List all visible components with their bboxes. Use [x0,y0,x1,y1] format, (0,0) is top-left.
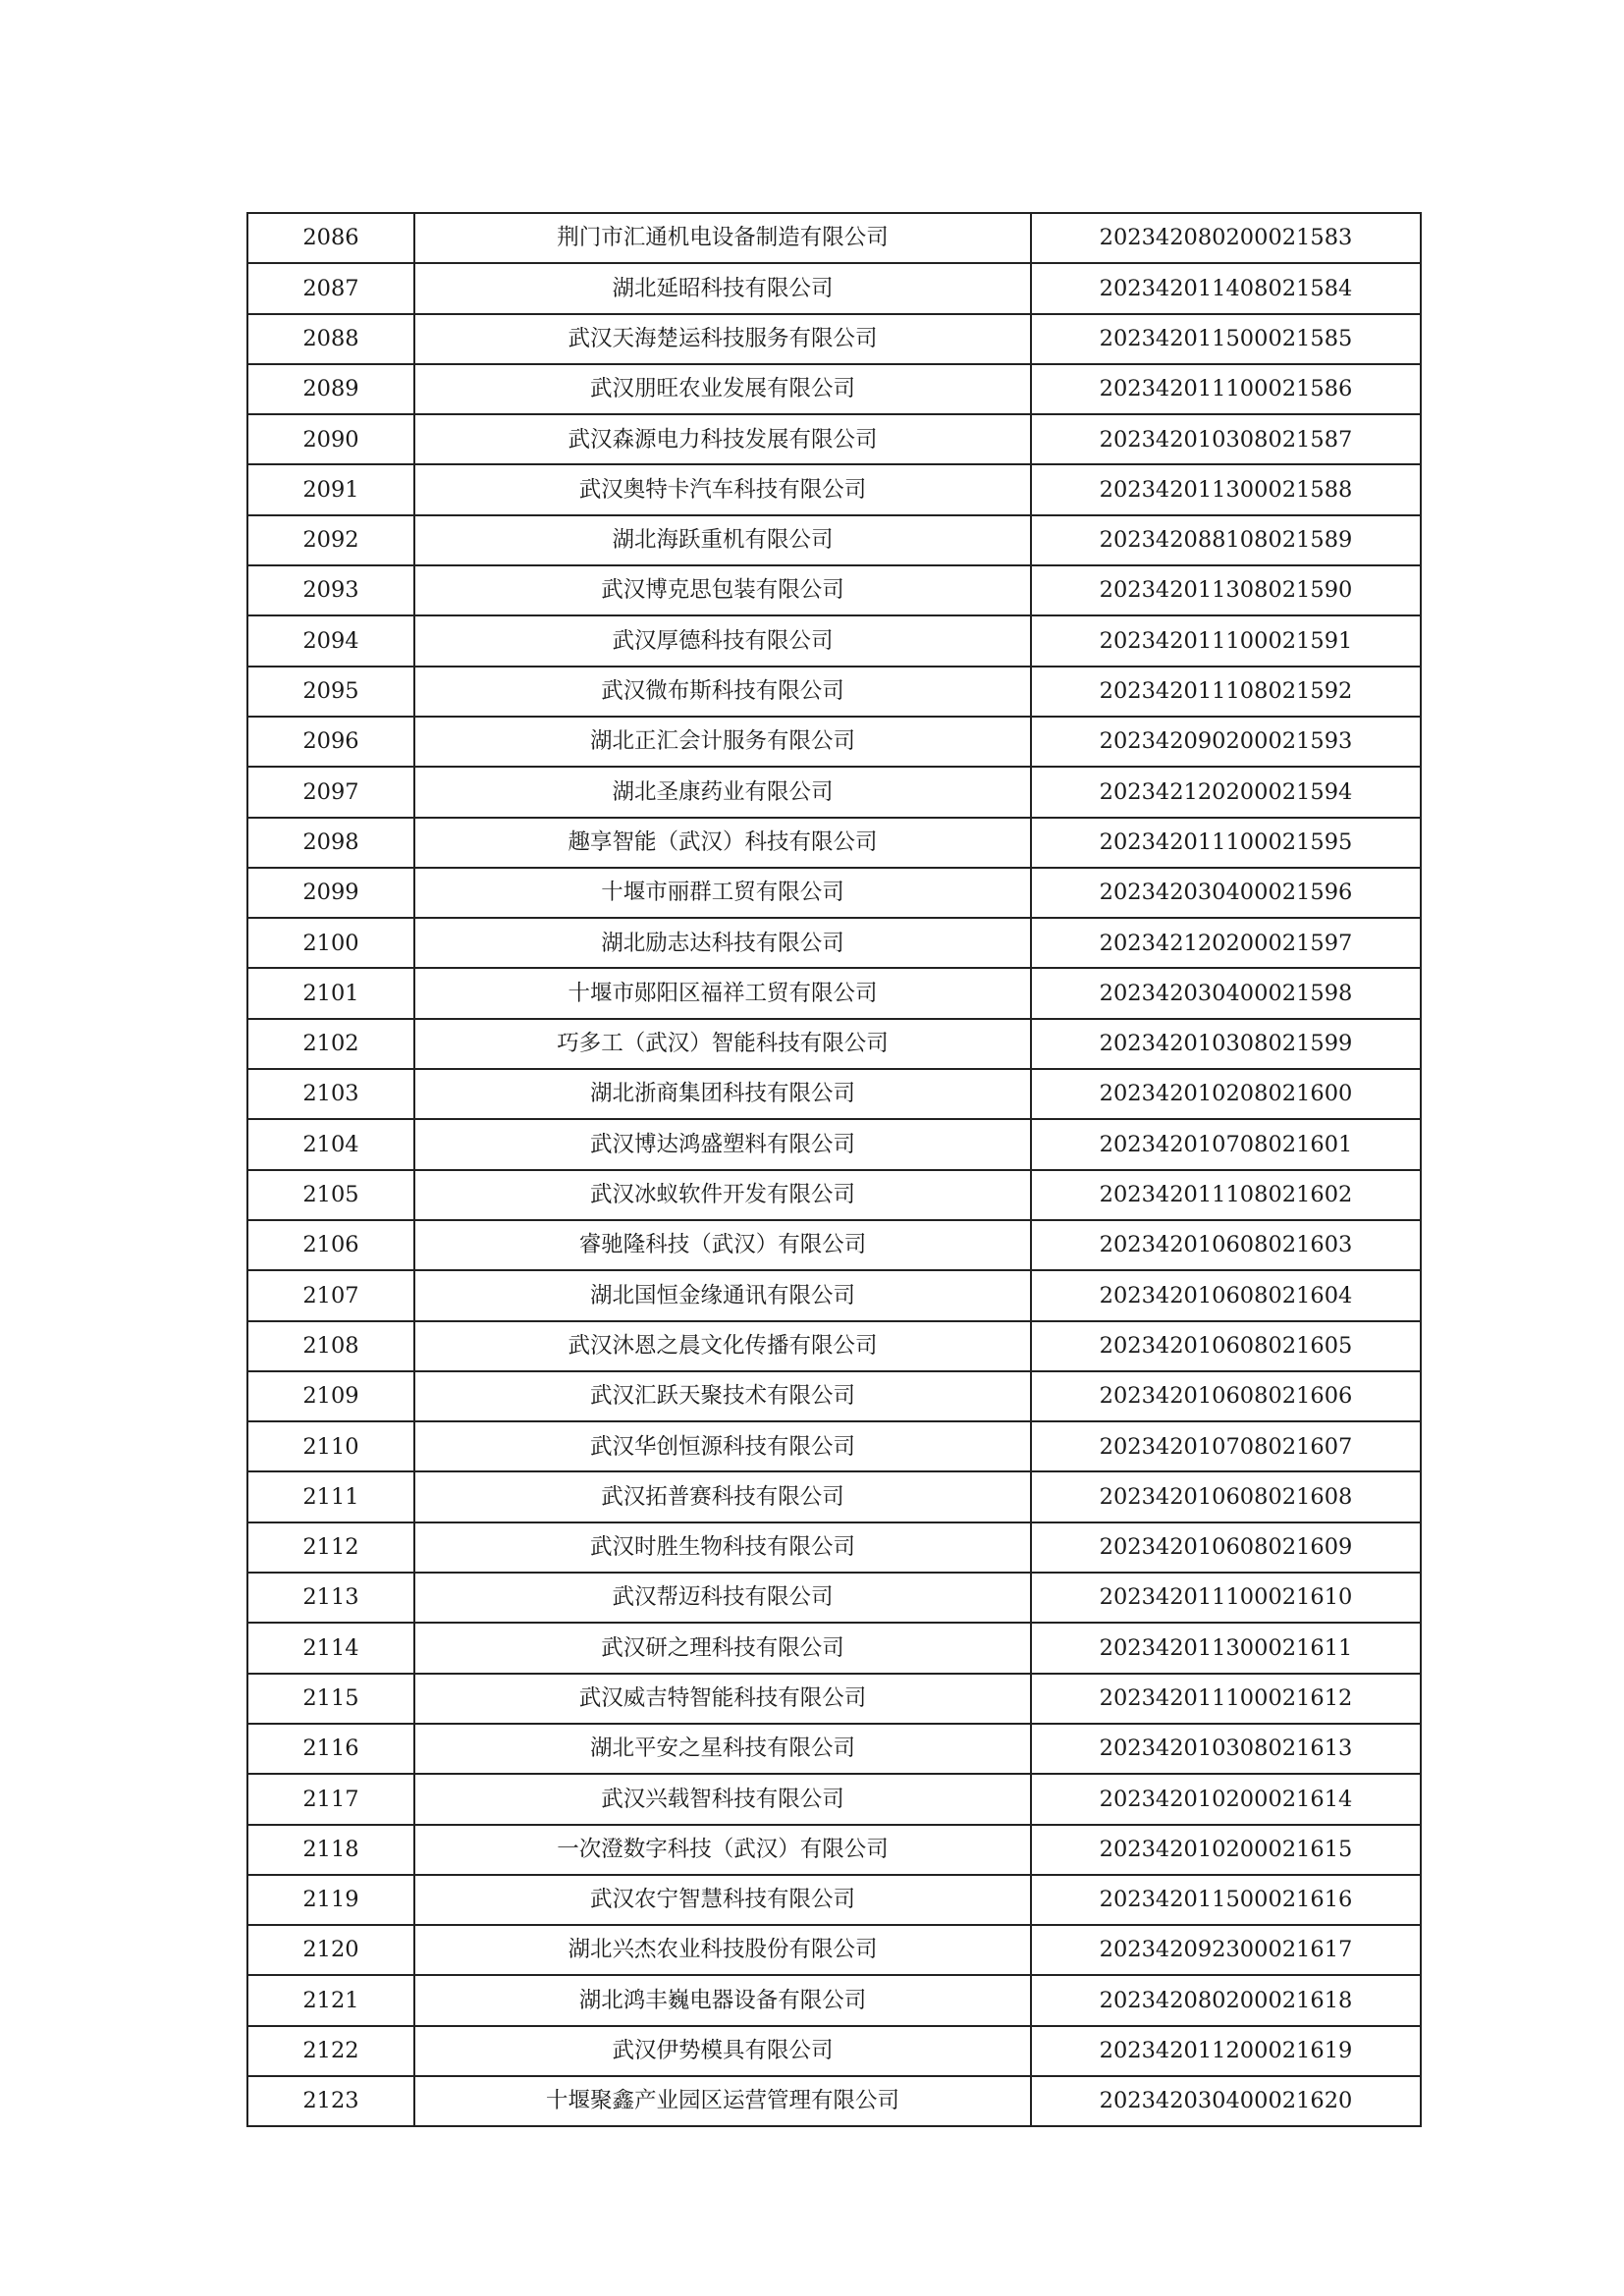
table-row [247,263,1421,313]
registration-code-cell: 202342030400021620 [1031,2076,1421,2126]
row-number-cell: 2096 [247,717,414,767]
table-row [247,1975,1421,2025]
table-row [247,464,1421,514]
row-number-cell: 2087 [247,263,414,313]
table-row [247,1069,1421,1119]
registration-code-cell: 202342011100021586 [1031,364,1421,414]
registration-code-cell: 202342080200021583 [1031,213,1421,263]
company-name-cell: 武汉威吉特智能科技有限公司 [414,1674,1031,1724]
table-row [247,565,1421,615]
company-name-cell: 武汉微布斯科技有限公司 [414,667,1031,717]
registration-code-cell: 202342010708021607 [1031,1421,1421,1471]
company-name-cell: 武汉时胜生物科技有限公司 [414,1522,1031,1573]
registration-code-cell: 202342011100021595 [1031,818,1421,868]
table-row [247,968,1421,1018]
table-row [247,1724,1421,1774]
table-row [247,767,1421,817]
table-row [247,1925,1421,1975]
company-name-cell: 趣享智能（武汉）科技有限公司 [414,818,1031,868]
row-number-cell: 2108 [247,1321,414,1371]
company-name-cell: 湖北延昭科技有限公司 [414,263,1031,313]
table-row [247,1421,1421,1471]
row-number-cell: 2091 [247,464,414,514]
registration-code-cell: 202342088108021589 [1031,515,1421,565]
row-number-cell: 2102 [247,1019,414,1069]
row-number-cell: 2115 [247,1674,414,1724]
table-row [247,1119,1421,1169]
table-row [247,213,1421,263]
row-number-cell: 2121 [247,1975,414,2025]
company-name-cell: 武汉帮迈科技有限公司 [414,1573,1031,1623]
registration-code-cell: 202342010608021608 [1031,1471,1421,1522]
registration-code-cell: 202342010608021609 [1031,1522,1421,1573]
table-row [247,364,1421,414]
row-number-cell: 2090 [247,414,414,464]
table-row [247,918,1421,968]
registration-code-cell: 202342010608021605 [1031,1321,1421,1371]
registration-code-cell: 202342011500021585 [1031,314,1421,364]
row-number-cell: 2097 [247,767,414,817]
row-number-cell: 2094 [247,615,414,666]
registration-code-cell: 202342011108021602 [1031,1170,1421,1220]
row-number-cell: 2104 [247,1119,414,1169]
registration-code-cell: 202342010200021615 [1031,1825,1421,1875]
registration-code-cell: 202342011108021592 [1031,667,1421,717]
registration-code-cell: 202342010708021601 [1031,1119,1421,1169]
row-number-cell: 2103 [247,1069,414,1119]
company-name-cell: 武汉华创恒源科技有限公司 [414,1421,1031,1471]
company-name-cell: 湖北正汇会计服务有限公司 [414,717,1031,767]
table-row [247,515,1421,565]
table-row [247,1019,1421,1069]
row-number-cell: 2110 [247,1421,414,1471]
registration-code-cell: 202342010608021606 [1031,1371,1421,1421]
table-row [247,314,1421,364]
row-number-cell: 2113 [247,1573,414,1623]
company-name-cell: 十堰聚鑫产业园区运营管理有限公司 [414,2076,1031,2126]
registration-code-cell: 202342010308021587 [1031,414,1421,464]
table-row [247,667,1421,717]
registration-code-cell: 202342011500021616 [1031,1875,1421,1925]
row-number-cell: 2101 [247,968,414,1018]
company-name-cell: 湖北国恒金缘通讯有限公司 [414,1270,1031,1320]
table-row [247,1674,1421,1724]
company-name-cell: 武汉兴载智科技有限公司 [414,1774,1031,1824]
company-name-cell: 武汉伊势模具有限公司 [414,2026,1031,2076]
row-number-cell: 2122 [247,2026,414,2076]
row-number-cell: 2089 [247,364,414,414]
company-name-cell: 一次澄数字科技（武汉）有限公司 [414,1825,1031,1875]
registration-code-cell: 202342030400021598 [1031,968,1421,1018]
company-name-cell: 十堰市丽群工贸有限公司 [414,868,1031,918]
company-name-cell: 湖北兴杰农业科技股份有限公司 [414,1925,1031,1975]
registration-code-cell: 202342011100021610 [1031,1573,1421,1623]
registration-code-cell: 202342030400021596 [1031,868,1421,918]
row-number-cell: 2109 [247,1371,414,1421]
registration-code-cell: 202342011100021612 [1031,1674,1421,1724]
company-name-cell: 荆门市汇通机电设备制造有限公司 [414,213,1031,263]
company-name-cell: 湖北浙商集团科技有限公司 [414,1069,1031,1119]
row-number-cell: 2114 [247,1623,414,1673]
company-name-cell: 武汉农宁智慧科技有限公司 [414,1875,1031,1925]
row-number-cell: 2093 [247,565,414,615]
table-row [247,1623,1421,1673]
row-number-cell: 2111 [247,1471,414,1522]
company-name-cell: 十堰市郧阳区福祥工贸有限公司 [414,968,1031,1018]
row-number-cell: 2116 [247,1724,414,1774]
table-row [247,717,1421,767]
row-number-cell: 2106 [247,1220,414,1270]
registration-code-cell: 202342120200021594 [1031,767,1421,817]
registration-code-cell: 202342010200021614 [1031,1774,1421,1824]
registration-code-cell: 202342011100021591 [1031,615,1421,666]
row-number-cell: 2123 [247,2076,414,2126]
registration-code-cell: 202342011308021590 [1031,565,1421,615]
company-name-cell: 武汉朋旺农业发展有限公司 [414,364,1031,414]
row-number-cell: 2092 [247,515,414,565]
company-name-cell: 武汉天海楚运科技服务有限公司 [414,314,1031,364]
row-number-cell: 2095 [247,667,414,717]
table-row [247,1522,1421,1573]
company-name-cell: 武汉博达鸿盛塑料有限公司 [414,1119,1031,1169]
row-number-cell: 2107 [247,1270,414,1320]
company-name-cell: 湖北海跃重机有限公司 [414,515,1031,565]
company-name-cell: 巧多工（武汉）智能科技有限公司 [414,1019,1031,1069]
row-number-cell: 2119 [247,1875,414,1925]
company-name-cell: 武汉博克思包装有限公司 [414,565,1031,615]
row-number-cell: 2098 [247,818,414,868]
table-row [247,1270,1421,1320]
registration-code-cell: 202342011200021619 [1031,2026,1421,2076]
row-number-cell: 2086 [247,213,414,263]
table-row [247,1321,1421,1371]
row-number-cell: 2117 [247,1774,414,1824]
row-number-cell: 2099 [247,868,414,918]
company-name-cell: 湖北平安之星科技有限公司 [414,1724,1031,1774]
registration-code-cell: 202342011300021588 [1031,464,1421,514]
table-row [247,2076,1421,2126]
company-name-cell: 湖北圣康药业有限公司 [414,767,1031,817]
table-row [247,615,1421,666]
registration-code-cell: 202342090200021593 [1031,717,1421,767]
registration-code-cell: 202342010308021599 [1031,1019,1421,1069]
table-row [247,868,1421,918]
company-name-cell: 湖北鸿丰巍电器设备有限公司 [414,1975,1031,2025]
table-row [247,2026,1421,2076]
registration-code-cell: 202342010308021613 [1031,1724,1421,1774]
row-number-cell: 2088 [247,314,414,364]
company-name-cell: 武汉研之理科技有限公司 [414,1623,1031,1673]
registration-code-cell: 202342080200021618 [1031,1975,1421,2025]
registry-table-body [247,213,1421,2126]
company-name-cell: 武汉森源电力科技发展有限公司 [414,414,1031,464]
table-row [247,1170,1421,1220]
table-row [247,1875,1421,1925]
row-number-cell: 2105 [247,1170,414,1220]
registration-code-cell: 202342010608021603 [1031,1220,1421,1270]
table-row [247,414,1421,464]
table-row [247,1220,1421,1270]
company-name-cell: 武汉冰蚁软件开发有限公司 [414,1170,1031,1220]
company-name-cell: 武汉汇跃天聚技术有限公司 [414,1371,1031,1421]
company-name-cell: 武汉奥特卡汽车科技有限公司 [414,464,1031,514]
company-name-cell: 睿驰隆科技（武汉）有限公司 [414,1220,1031,1270]
table-row [247,1371,1421,1421]
registration-code-cell: 202342011300021611 [1031,1623,1421,1673]
company-registry-table [246,212,1422,2127]
registration-code-cell: 202342010608021604 [1031,1270,1421,1320]
table-row [247,818,1421,868]
table-row [247,1825,1421,1875]
row-number-cell: 2100 [247,918,414,968]
table-row [247,1573,1421,1623]
registration-code-cell: 202342010208021600 [1031,1069,1421,1119]
registration-code-cell: 202342011408021584 [1031,263,1421,313]
company-name-cell: 武汉厚德科技有限公司 [414,615,1031,666]
table-row [247,1774,1421,1824]
row-number-cell: 2112 [247,1522,414,1573]
table-row [247,1471,1421,1522]
company-name-cell: 武汉沐恩之晨文化传播有限公司 [414,1321,1031,1371]
row-number-cell: 2120 [247,1925,414,1975]
company-name-cell: 湖北励志达科技有限公司 [414,918,1031,968]
row-number-cell: 2118 [247,1825,414,1875]
registration-code-cell: 202342120200021597 [1031,918,1421,968]
company-name-cell: 武汉拓普赛科技有限公司 [414,1471,1031,1522]
registration-code-cell: 202342092300021617 [1031,1925,1421,1975]
